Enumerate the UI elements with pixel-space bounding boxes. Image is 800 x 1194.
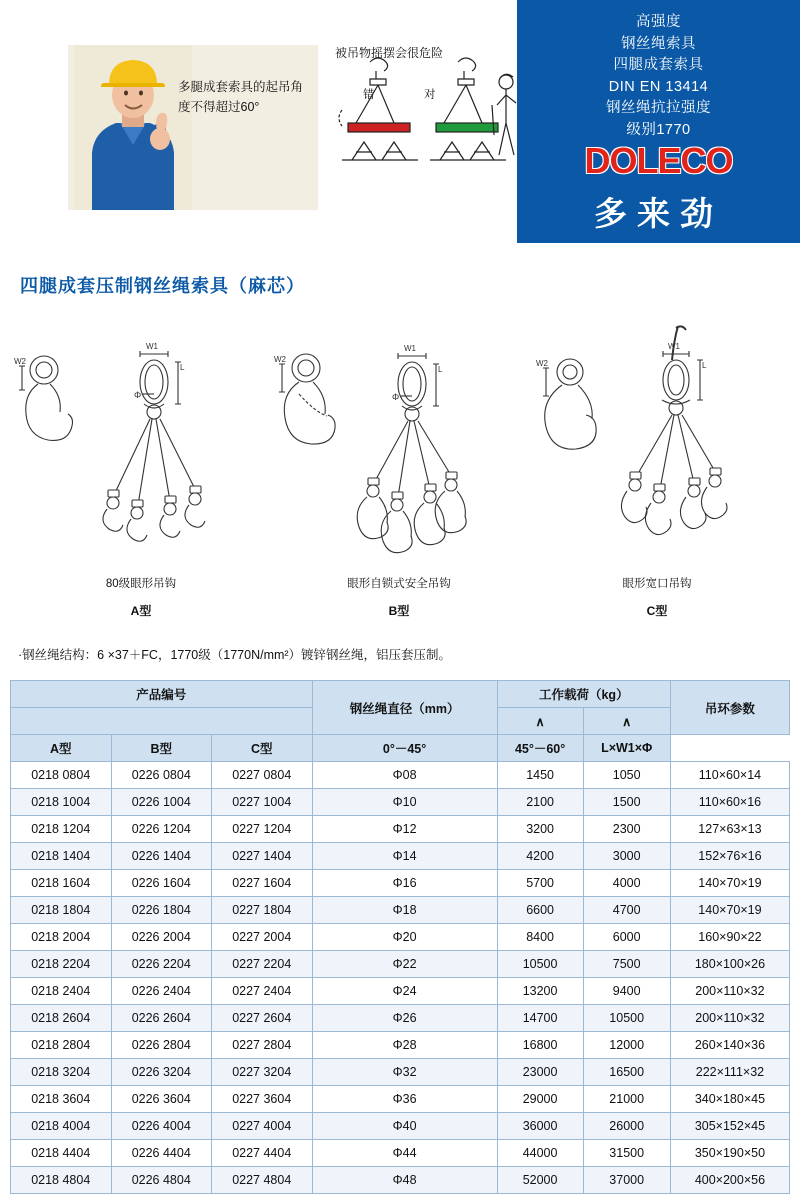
brand-line-5: 钢丝绳抗拉强度	[606, 100, 711, 116]
cell-type-a: 0218 2604	[11, 1005, 112, 1032]
cell-type-c: 0227 1604	[212, 870, 313, 897]
brand-panel	[517, 0, 800, 243]
cell-type-a: 0218 1404	[11, 843, 112, 870]
cell-wll-45-60: 10500	[583, 1005, 670, 1032]
cell-type-a: 0218 1804	[11, 897, 112, 924]
cell-wll-0-45: 16800	[497, 1032, 583, 1059]
svg-text:W1: W1	[404, 344, 416, 353]
diagram-c-caption: 眼形宽口吊钩	[622, 578, 692, 590]
cell-wll-0-45: 2100	[497, 789, 583, 816]
sling-drawing-b	[266, 320, 532, 570]
table-row	[11, 1032, 790, 1059]
header-spacer	[11, 708, 313, 735]
cell-diameter: Φ48	[312, 1167, 497, 1194]
cell-ring-params: 160×90×22	[670, 924, 789, 951]
cell-type-a: 0218 4404	[11, 1140, 112, 1167]
brand-line-4: DIN EN 13414	[608, 78, 709, 95]
sling-drawing-c	[524, 320, 790, 570]
header-angle-1: 0°－45°	[312, 735, 497, 762]
cell-type-c: 0227 2404	[212, 978, 313, 1005]
svg-text:W2: W2	[14, 357, 26, 366]
cell-ring-params: 127×63×13	[670, 816, 789, 843]
page-header	[0, 0, 800, 243]
header-product-no: 产品编号	[11, 681, 313, 708]
table-row	[11, 1140, 790, 1167]
svg-text:W2: W2	[536, 359, 548, 368]
cell-ring-params: 152×76×16	[670, 843, 789, 870]
cell-wll-45-60: 21000	[583, 1086, 670, 1113]
cell-diameter: Φ14	[312, 843, 497, 870]
cell-wll-45-60: 12000	[583, 1032, 670, 1059]
cell-type-b: 0226 3604	[111, 1086, 212, 1113]
cell-diameter: Φ40	[312, 1113, 497, 1140]
cell-type-c: 0227 3604	[212, 1086, 313, 1113]
brand-line-2: 钢丝绳索具	[621, 35, 696, 52]
label-wrong: 错	[363, 89, 375, 101]
cell-wll-0-45: 4200	[497, 843, 583, 870]
cell-wll-45-60: 16500	[583, 1059, 670, 1086]
cell-type-b: 0226 0804	[111, 762, 212, 789]
cell-type-b: 0226 2204	[111, 951, 212, 978]
swing-diagram	[330, 40, 525, 225]
cell-type-c: 0227 2204	[212, 951, 313, 978]
cell-ring-params: 222×111×32	[670, 1059, 789, 1086]
svg-text:L: L	[702, 361, 707, 370]
cell-wll-45-60: 4000	[583, 870, 670, 897]
cell-type-b: 0226 4404	[111, 1140, 212, 1167]
cell-wll-0-45: 29000	[497, 1086, 583, 1113]
cell-wll-0-45: 23000	[497, 1059, 583, 1086]
header-type-c: C型	[212, 735, 313, 762]
cell-type-c: 0227 3204	[212, 1059, 313, 1086]
cell-wll-0-45: 44000	[497, 1140, 583, 1167]
cell-type-c: 0227 4804	[212, 1167, 313, 1194]
header-ring-formula: L×W1×Φ	[583, 735, 670, 762]
cell-ring-params: 350×190×50	[670, 1140, 789, 1167]
cell-wll-45-60: 1500	[583, 789, 670, 816]
cell-type-c: 0227 4404	[212, 1140, 313, 1167]
table-row	[11, 1086, 790, 1113]
table-row	[11, 762, 790, 789]
cell-type-c: 0227 2004	[212, 924, 313, 951]
page-title: 四腿成套压制钢丝绳索具（麻芯）	[20, 276, 305, 296]
table-row	[11, 978, 790, 1005]
cell-wll-0-45: 1450	[497, 762, 583, 789]
doleco-logo: DOLECO	[584, 140, 733, 181]
cell-diameter: Φ20	[312, 924, 497, 951]
cell-type-a: 0218 1204	[11, 816, 112, 843]
diagram-a-type: A型	[130, 604, 152, 618]
sling-drawing-a	[8, 320, 274, 570]
cell-type-a: 0218 4804	[11, 1167, 112, 1194]
cell-type-b: 0226 2404	[111, 978, 212, 1005]
cell-type-c: 0227 1004	[212, 789, 313, 816]
cell-type-a: 0218 0804	[11, 762, 112, 789]
diagram-c-type: C型	[646, 604, 668, 618]
cell-ring-params: 260×140×36	[670, 1032, 789, 1059]
cell-type-a: 0218 2404	[11, 978, 112, 1005]
diagram-row	[0, 320, 800, 640]
diagram-type-a	[8, 320, 274, 640]
brand-line-3: 四腿成套索具	[613, 57, 704, 73]
header-type-a: A型	[11, 735, 112, 762]
cell-wll-0-45: 52000	[497, 1167, 583, 1194]
svg-text:Φ: Φ	[134, 390, 142, 400]
cell-wll-45-60: 26000	[583, 1113, 670, 1140]
table-row	[11, 951, 790, 978]
cell-wll-45-60: 4700	[583, 897, 670, 924]
cell-type-b: 0226 4004	[111, 1113, 212, 1140]
diagram-type-c	[524, 320, 790, 640]
cell-type-b: 0226 2004	[111, 924, 212, 951]
cell-diameter: Φ36	[312, 1086, 497, 1113]
cell-type-b: 0226 1404	[111, 843, 212, 870]
cell-type-b: 0226 1604	[111, 870, 212, 897]
cell-diameter: Φ16	[312, 870, 497, 897]
cell-diameter: Φ10	[312, 789, 497, 816]
cell-diameter: Φ44	[312, 1140, 497, 1167]
header-rope-diameter: 钢丝绳直径（mm）	[312, 681, 497, 735]
doleco-logo-cn: 多来劲	[594, 195, 723, 232]
cell-ring-params: 200×110×32	[670, 978, 789, 1005]
cell-wll-45-60: 2300	[583, 816, 670, 843]
header-angle-symbol-1: ∧	[497, 708, 583, 735]
table-row	[11, 870, 790, 897]
cell-diameter: Φ22	[312, 951, 497, 978]
cell-diameter: Φ18	[312, 897, 497, 924]
cell-ring-params: 305×152×45	[670, 1113, 789, 1140]
swing-warning-title: 被吊物摇摆会很危险	[335, 46, 444, 60]
cell-wll-0-45: 36000	[497, 1113, 583, 1140]
svg-text:W2: W2	[274, 355, 286, 364]
label-right: 对	[424, 89, 436, 101]
cell-ring-params: 110×60×14	[670, 762, 789, 789]
cell-wll-0-45: 8400	[497, 924, 583, 951]
brand-line-6: 级别1770	[626, 121, 691, 138]
cell-type-b: 0226 1004	[111, 789, 212, 816]
cell-type-b: 0226 2804	[111, 1032, 212, 1059]
cell-ring-params: 140×70×19	[670, 870, 789, 897]
brand-text-block	[517, 12, 800, 141]
svg-text:W1: W1	[146, 342, 158, 351]
header-angle-symbol-2: ∧	[583, 708, 670, 735]
cell-diameter: Φ12	[312, 816, 497, 843]
cell-ring-params: 110×60×16	[670, 789, 789, 816]
cell-type-a: 0218 3204	[11, 1059, 112, 1086]
cell-type-c: 0227 0804	[212, 762, 313, 789]
table-row	[11, 1005, 790, 1032]
table-body	[11, 762, 790, 1194]
cell-ring-params: 400×200×56	[670, 1167, 789, 1194]
header-angle-2: 45°－60°	[497, 735, 583, 762]
cell-diameter: Φ28	[312, 1032, 497, 1059]
header-ring-params: 吊环参数	[670, 681, 789, 735]
worker-photo	[74, 45, 192, 210]
cell-ring-params: 200×110×32	[670, 1005, 789, 1032]
cell-type-b: 0226 2604	[111, 1005, 212, 1032]
cell-type-c: 0227 1804	[212, 897, 313, 924]
cell-wll-0-45: 13200	[497, 978, 583, 1005]
cell-type-c: 0227 1404	[212, 843, 313, 870]
header-type-b: B型	[111, 735, 212, 762]
cell-ring-params: 140×70×19	[670, 897, 789, 924]
diagram-type-b	[266, 320, 532, 640]
table-row	[11, 924, 790, 951]
cell-wll-0-45: 14700	[497, 1005, 583, 1032]
cell-wll-45-60: 7500	[583, 951, 670, 978]
cell-wll-45-60: 9400	[583, 978, 670, 1005]
cell-type-a: 0218 2804	[11, 1032, 112, 1059]
cell-wll-0-45: 5700	[497, 870, 583, 897]
diagram-a-caption: 80级眼形吊钩	[105, 578, 177, 590]
product-table	[10, 680, 790, 1194]
cell-type-b: 0226 1804	[111, 897, 212, 924]
cell-wll-0-45: 10500	[497, 951, 583, 978]
cell-type-a: 0218 3604	[11, 1086, 112, 1113]
cell-diameter: Φ08	[312, 762, 497, 789]
cell-type-b: 0226 1204	[111, 816, 212, 843]
diagram-b-type: B型	[388, 604, 410, 618]
cell-type-a: 0218 2204	[11, 951, 112, 978]
cell-diameter: Φ24	[312, 978, 497, 1005]
cell-type-a: 0218 2004	[11, 924, 112, 951]
cell-wll-45-60: 37000	[583, 1167, 670, 1194]
cell-type-a: 0218 1604	[11, 870, 112, 897]
table-row	[11, 1113, 790, 1140]
cell-wll-0-45: 3200	[497, 816, 583, 843]
table-row	[11, 897, 790, 924]
cell-type-a: 0218 4004	[11, 1113, 112, 1140]
brand-line-1: 高强度	[636, 14, 681, 30]
table-row	[11, 789, 790, 816]
svg-text:L: L	[438, 365, 443, 374]
cell-wll-45-60: 6000	[583, 924, 670, 951]
table-row	[11, 843, 790, 870]
cell-type-c: 0227 2804	[212, 1032, 313, 1059]
cell-type-c: 0227 1204	[212, 816, 313, 843]
table-row	[11, 816, 790, 843]
cell-wll-45-60: 1050	[583, 762, 670, 789]
worker-photo-box	[68, 45, 318, 210]
cell-diameter: Φ32	[312, 1059, 497, 1086]
svg-text:L: L	[180, 363, 185, 372]
svg-text:W1: W1	[668, 342, 680, 351]
cell-diameter: Φ26	[312, 1005, 497, 1032]
cell-wll-45-60: 31500	[583, 1140, 670, 1167]
table-row	[11, 1167, 790, 1194]
header-working-load: 工作载荷（kg）	[497, 681, 670, 708]
cell-ring-params: 340×180×45	[670, 1086, 789, 1113]
cell-wll-45-60: 3000	[583, 843, 670, 870]
cell-type-c: 0227 4004	[212, 1113, 313, 1140]
svg-text:Φ: Φ	[392, 392, 400, 402]
cell-ring-params: 180×100×26	[670, 951, 789, 978]
cell-wll-0-45: 6600	[497, 897, 583, 924]
cell-type-c: 0227 2604	[212, 1005, 313, 1032]
cell-type-b: 0226 3204	[111, 1059, 212, 1086]
diagram-b-caption: 眼形自锁式安全吊钩	[347, 578, 451, 590]
cell-type-b: 0226 4804	[111, 1167, 212, 1194]
cell-type-a: 0218 1004	[11, 789, 112, 816]
spec-note: ·钢丝绳结构：6 ×37＋FC，1770级（1770N/mm²）镀锌钢丝绳，铝压套压制。	[18, 648, 452, 662]
photo-caption: 多腿成套索具的起吊角度不得超过60°	[178, 80, 304, 114]
table-row	[11, 1059, 790, 1086]
